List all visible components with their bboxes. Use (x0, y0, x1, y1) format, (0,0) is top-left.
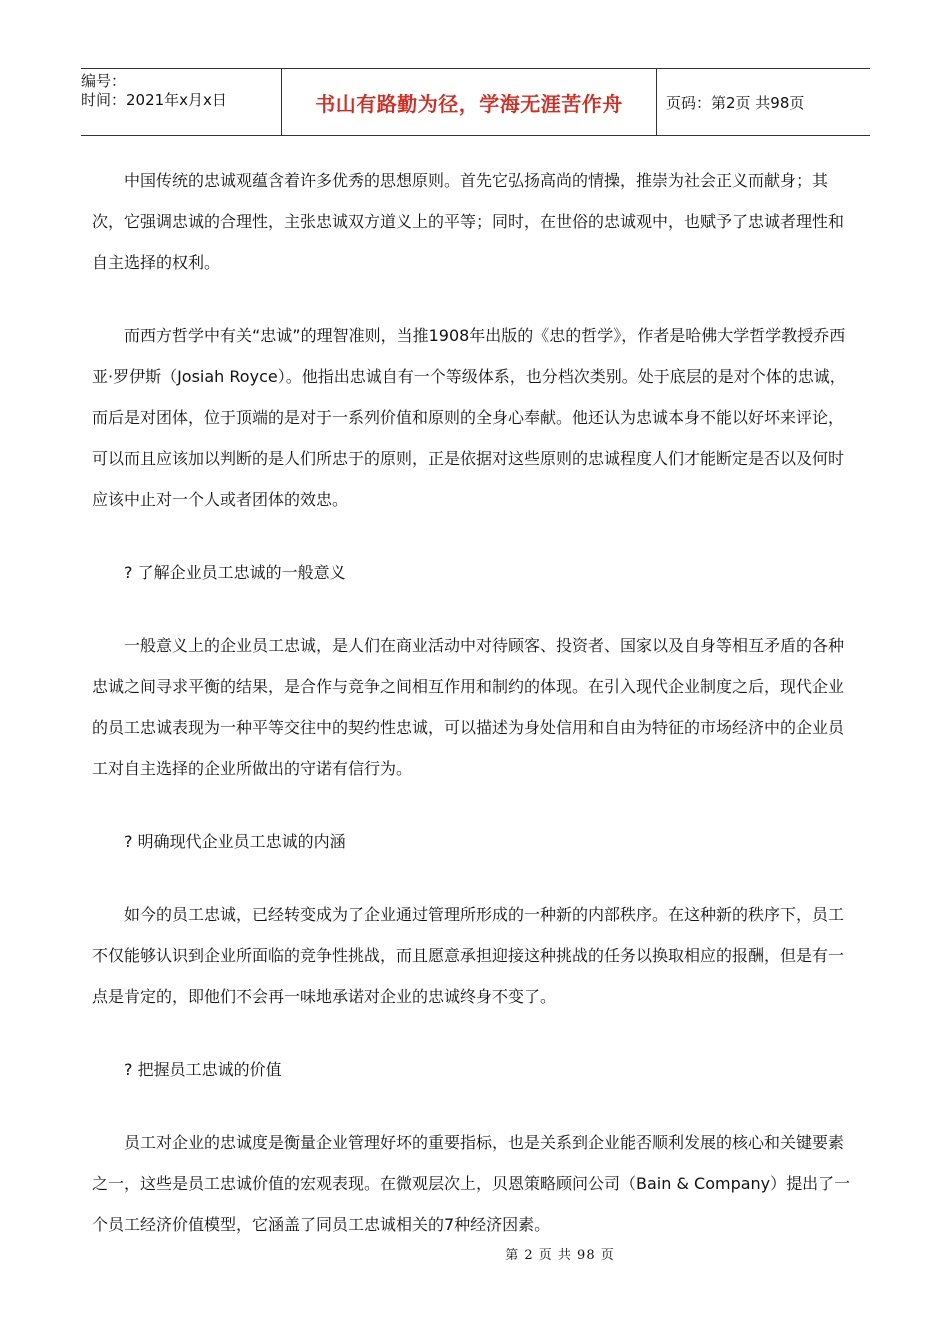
section-heading-connotation: ? 明确现代企业员工忠诚的内涵 (124, 832, 346, 851)
paragraph-traditional-loyalty: 中国传统的忠诚观蕴含着许多优秀的思想原则。首先它弘扬高尚的情操，推崇为社会正义而献身；其次，它强调忠诚的合理性，主张忠诚双方道义上的平等；同时，在世俗的忠诚观中，也赋予了忠诚者理性和自主选择的权利。 (92, 171, 845, 272)
page-footer (0, 1244, 950, 1263)
paragraph-value: 员工对企业的忠诚度是衡量企业管理好坏的重要指标，也是关系到企业能否顺利发展的核心和关键要素之一，这些是员工忠诚价值的宏观表现。在微观层次上，贝恩策略顾问公司（Bain & Company）提出了一个员工经济价值模型，它涵盖了同员工忠诚相关的7种经济因素。 (92, 1133, 851, 1234)
footer-page-number: 第 2 页 共 98 页 (505, 1248, 615, 1263)
motto-text: 书山有路勤为径，学海无涯苦作舟 (315, 91, 623, 116)
header-motto-cell (282, 69, 657, 135)
header-page-cell (657, 69, 870, 135)
paragraph-connotation: 如今的员工忠诚，已经转变成为了企业通过管理所形成的一种新的内部秩序。在这种新的秩序下，员工不仅能够认识到企业所面临的竞争性挑战，而且愿意承担迎接这种挑战的任务以换取相应的报酬，但是有一点是肯定的，即他们不会再一味地承诺对企业的忠诚终身不变了。 (92, 905, 845, 1006)
section-heading-general-meaning: ? 了解企业员工忠诚的一般意义 (124, 563, 346, 582)
section-heading-value: ? 把握员工忠诚的价值 (124, 1060, 282, 1079)
paragraph-general-meaning: 一般意义上的企业员工忠诚，是人们在商业活动中对待顾客、投资者、国家以及自身等相互矛盾的各种忠诚之间寻求平衡的结果，是合作与竞争之间相互作用和制约的体现。在引入现代企业制度之后，现代企业的员工忠诚表现为一种平等交往中的契约性忠诚，可以描述为身处信用和自由为特征的市场经济中的企业员工对自主选择的企业所做出的守诺有信行为。 (92, 636, 845, 778)
page-info: 页码：第2页 共98页 (666, 93, 805, 112)
number-label: 编号： (81, 72, 127, 90)
document-body (92, 160, 858, 1245)
page-header (81, 68, 870, 136)
paragraph-western-philosophy: 而西方哲学中有关“忠诚”的理智准则，当推1908年出版的《忠的哲学》，作者是哈佛大学哲学教授乔西亚·罗伊斯（Josiah Royce）。他指出忠诚自有一个等级体系，也分档次类别。处于底层的是对个体的忠诚，而后是对团体，位于顶端的是对于一系列价值和原则的全身心奉献。他还认为忠诚本身不能以好坏来评论，可以而且应该加以判断的是人们所忠于的原则，正是依据对这些原则的忠诚程度人们才能断定是否以及何时应该中止对一个人或者团体的效忠。 (92, 326, 846, 509)
header-left-cell (81, 69, 282, 135)
date-label: 时间：2021年x月x日 (81, 91, 227, 109)
